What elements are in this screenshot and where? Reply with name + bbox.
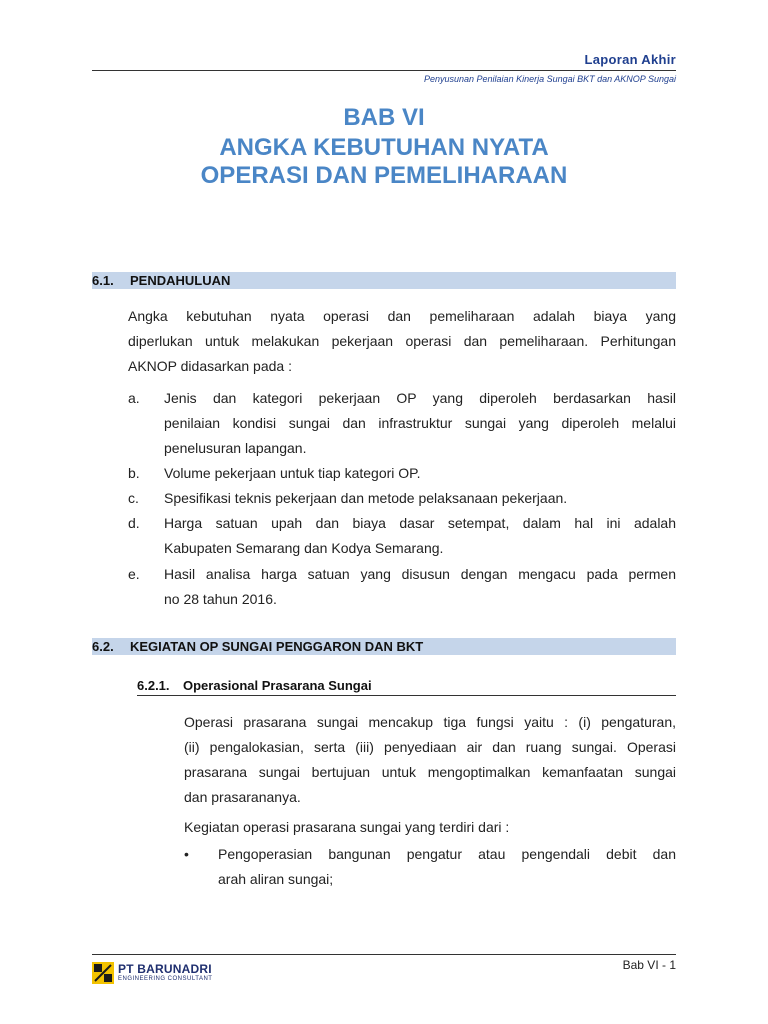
paragraph-line: Angka kebutuhan nyata operasi dan pemeliharaan adalah biaya yang	[128, 308, 676, 324]
bullet-marker: •	[184, 846, 189, 862]
subsection-heading-6-2-1	[137, 678, 676, 696]
list-marker: a.	[128, 390, 140, 406]
section-number: 6.2.	[92, 639, 114, 654]
operation-paragraph	[184, 710, 676, 810]
list-item-line: Spesifikasi teknis pekerjaan dan metode pelaksanaan pekerjaan.	[164, 490, 568, 506]
chapter-title-line-2: OPERASI DAN PEMELIHARAAN	[200, 162, 568, 189]
bullet-line: arah aliran sungai;	[218, 871, 334, 887]
paragraph-line: (ii) pengalokasian, serta (iii) penyediaan air dan ruang sungai. Operasi	[184, 739, 676, 755]
company-logo-icon	[92, 962, 114, 984]
report-title: Laporan Akhir	[584, 52, 676, 67]
chapter-title-line-1: ANGKA KEBUTUHAN NYATA	[219, 134, 549, 161]
list-marker: c.	[128, 490, 139, 506]
paragraph-line: prasarana sungai bertujuan untuk mengoptimalkan kemanfaatan sungai	[184, 764, 676, 780]
report-subtitle: Penyusunan Penilaian Kinerja Sungai BKT dan AKNOP Sungai	[424, 74, 676, 84]
list-item-line: no 28 tahun 2016.	[164, 591, 277, 607]
paragraph-line: Kegiatan operasi prasarana sungai yang terdiri dari :	[184, 819, 510, 835]
page-number: Bab VI - 1	[622, 958, 676, 972]
company-tagline: ENGINEERING CONSULTANT	[118, 976, 213, 982]
list-marker: e.	[128, 566, 140, 582]
section-heading-6-2	[92, 638, 676, 655]
list-marker: b.	[128, 465, 140, 481]
section-title: KEGIATAN OP SUNGAI PENGGARON DAN BKT	[130, 639, 424, 654]
paragraph-line: AKNOP didasarkan pada :	[128, 358, 292, 374]
list-item-line: Volume pekerjaan untuk tiap kategori OP.	[164, 465, 421, 481]
bullet-line: Pengoperasian bangunan pengatur atau pengendali debit dan	[218, 846, 676, 862]
list-item-line: Hasil analisa harga satuan yang disusun dengan mengacu pada permen	[164, 566, 676, 582]
list-item-line: penelusuran lapangan.	[164, 440, 307, 456]
paragraph-line: dan prasarananya.	[184, 789, 301, 805]
list-item-line: Harga satuan upah dan biaya dasar setempat, dalam hal ini adalah	[164, 515, 676, 531]
section-number: 6.1.	[92, 273, 114, 288]
section-title: PENDAHULUAN	[130, 273, 231, 288]
header-rule	[92, 70, 676, 71]
list-item-line: penilaian kondisi sungai dan infrastruktur sungai yang diperoleh melalui	[164, 415, 676, 431]
section-heading-6-1	[92, 272, 676, 289]
list-item-line: Kabupaten Semarang dan Kodya Semarang.	[164, 540, 444, 556]
paragraph-line: Operasi prasarana sungai mencakup tiga fungsi yaitu : (i) pengaturan,	[184, 714, 676, 730]
paragraph-line: diperlukan untuk melakukan pekerjaan operasi dan pemeliharaan. Perhitungan	[128, 333, 676, 349]
list-item-line: Jenis dan kategori pekerjaan OP yang diperoleh berdasarkan hasil	[164, 390, 676, 406]
activities-intro	[184, 815, 676, 840]
intro-paragraph	[128, 304, 676, 379]
subsection-title: Operasional Prasarana Sungai	[183, 678, 372, 693]
footer-rule	[92, 954, 676, 955]
subsection-number: 6.2.1.	[137, 678, 170, 693]
company-name: PT BARUNADRI	[118, 962, 212, 976]
chapter-number: BAB VI	[343, 104, 425, 131]
list-marker: d.	[128, 515, 140, 531]
